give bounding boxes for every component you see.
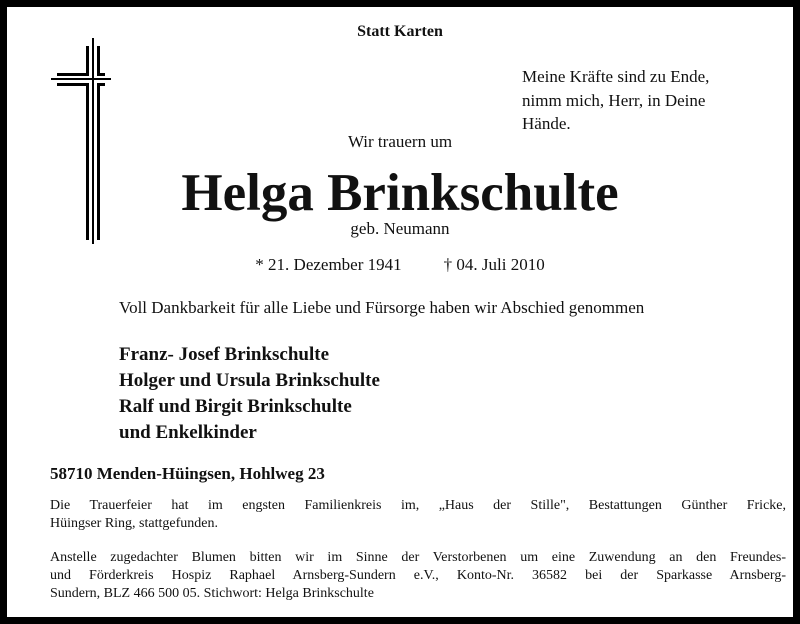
poem-line: Meine Kräfte sind zu Ende, bbox=[522, 67, 710, 86]
funeral-notice-line: Hüingser Ring, stattgefunden. bbox=[50, 516, 218, 531]
donation-notice-line: Sundern, BLZ 466 500 05. Stichwort: Helga Brinkschulte bbox=[50, 586, 374, 601]
mourner: Ralf und Birgit Brinkschulte bbox=[119, 396, 352, 417]
header-title: Statt Karten bbox=[357, 23, 443, 40]
donation-notice-line: und Förderkreis Hospiz Raphael Arnsberg-Sundern e.V., Konto-Nr. 36582 bei der Sparkasse Arnsberg- bbox=[50, 568, 786, 583]
funeral-notice-line: Die Trauerfeier hat im engsten Familienkreis im, „Haus der Stille", Bestattungen Günther Fricke, bbox=[50, 498, 786, 513]
death-date: † 04. Juli 2010 bbox=[443, 255, 545, 274]
mourning-intro: Wir trauern um bbox=[347, 132, 453, 151]
mourners-list bbox=[119, 342, 380, 446]
donation-notice-line: Anstelle zugedachter Blumen bitten wir im Sinne der Verstorbenen um eine Zuwendung an den Freundes- bbox=[50, 550, 786, 565]
family-address: 58710 Menden-Hüingsen, Hohlweg 23 bbox=[50, 464, 325, 483]
farewell-message: Voll Dankbarkeit für alle Liebe und Fürsorge haben wir Abschied genommen bbox=[119, 298, 645, 317]
mourner: Franz- Josef Brinkschulte bbox=[119, 344, 330, 365]
deceased-name: Helga Brinkschulte bbox=[181, 164, 619, 222]
birth-date: * 21. Dezember 1941 bbox=[255, 255, 402, 274]
donation-notice bbox=[50, 549, 786, 603]
mourner: und Enkelkinder bbox=[119, 422, 257, 443]
obituary-card bbox=[7, 7, 793, 617]
life-dates bbox=[7, 254, 793, 276]
poem bbox=[522, 65, 792, 136]
poem-line: Hände. bbox=[522, 114, 571, 133]
maiden-name: geb. Neumann bbox=[350, 219, 450, 238]
funeral-notice bbox=[50, 497, 786, 533]
mourner: Holger und Ursula Brinkschulte bbox=[119, 370, 380, 391]
poem-line: nimm mich, Herr, in Deine bbox=[522, 90, 706, 110]
